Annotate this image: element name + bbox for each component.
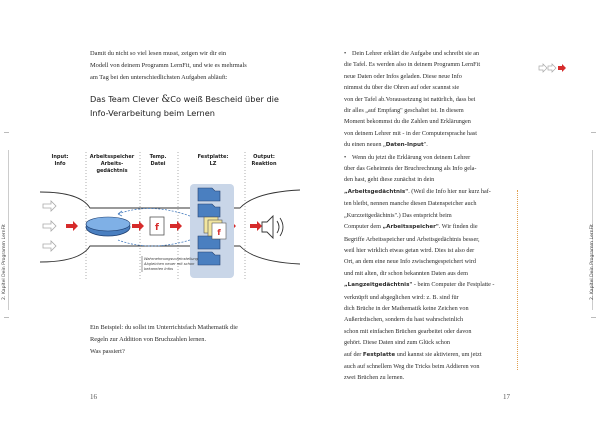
input-arrow-icon [43, 241, 56, 251]
label-temp-sub: Datei [150, 161, 166, 167]
disk-top [86, 217, 130, 231]
page-number-right: 17 [503, 393, 510, 401]
page-number-left: 16 [90, 393, 97, 401]
outline-arrow-icon [548, 64, 556, 72]
term-festplatte: Festplatte [362, 351, 396, 358]
example-line: Ein Beispiel: du sollst im Unterrichtsfach Mathematik die [90, 324, 238, 331]
red-arrow-icon [132, 221, 144, 231]
funnel-top [40, 190, 300, 208]
heading-part1: Das Team Clever [90, 94, 159, 104]
input-arrow-icon [43, 221, 56, 231]
info-processing-diagram [40, 150, 300, 310]
term-arbeitsspeicher: „Arbeitsspeicher" [382, 224, 439, 231]
label-output-sub: Reaktion [251, 161, 277, 167]
margin-tick [591, 132, 596, 133]
svg-text:f: f [217, 228, 221, 237]
example-line: Regeln zur Addition von Bruchzahlen lernen. [90, 336, 207, 344]
example-line: Was passiert? [90, 348, 125, 356]
input-arrow-icon [43, 201, 56, 211]
intro-line: Modell von deinem Programm LernFit, und wie es mehrmals [90, 62, 247, 70]
note-line: Abgleichen neuer mit schon [144, 262, 195, 266]
term-arbeitsgedaechtnis: „Arbeitsgedächtnis" [344, 188, 409, 195]
red-arrow-icon [170, 221, 182, 231]
speaker-icon [262, 216, 283, 238]
intro-paragraph [90, 48, 290, 85]
label-temp: Temp. [149, 154, 167, 160]
label-arbeitsgedaechtnis: Arbeits- [100, 161, 124, 167]
red-arrow-icon [250, 221, 262, 231]
intro-line: am Tag bei den unterschiedlichsten Aufgaben abläuft: [90, 74, 228, 82]
margin-tick [591, 317, 596, 318]
heading-part2: Co weiß Bescheid über die [170, 94, 279, 104]
margin-tick [4, 317, 9, 318]
red-arrow-icon [558, 64, 566, 72]
bullet: • [344, 50, 347, 57]
example-paragraph [90, 322, 290, 359]
side-tab-right: 2. Kapitel Dein Programm LernFit [590, 224, 595, 300]
paragraph-2: • Wenn du jetzt die Erklärung von deinem Lehrer über das Geheimnis der Bruchrechnung als Info gela- den hast, geht diese zunächst in dein „Arbeitsgedächtnis". (Weil die Info hier nur kurz haf- ten bleibt, nennen manche diesen Datenspeicher auch „Kurzzeitgedächtnis".) Das entspricht beim Computer dem „Arbeitsspeicher". Wir finden die Begriffe Arbeitsspeicher und Arbeitsgedächtnis besser, weil hier wirklich etwas getan wird. Dies ist also der Ort, an dem eine neue Info zwischengespeichert wird und mit alten, dir schon bekannten Daten aus dem „Langzeitgedächtnis" - beim Computer die Festplatte - verknüpft und abgeglichen wird: z. B. sind für dich Brüche in der Mathematik keine Zeichen von Außerirdischen, sondern du hast wahrscheinlich schon mit einfachen Brüchen gearbeitet oder davon gehört. Diese Daten sind zum Glück schon auf der Festplatte und kannst sie aktivieren, um jetzt auch auf schnellem Weg die Tricks beim Addieren von zwei Brüchen zu lernen. [344, 153, 495, 382]
right-column-text [344, 48, 521, 384]
side-tab-left: 2. Kapitel Dein Programm LernFit [2, 224, 7, 300]
return-arrow-bottom [118, 240, 190, 246]
red-arrow-icon [66, 221, 78, 231]
heading-line2: Info-Verarbeitung beim Lernen [90, 107, 215, 118]
label-arbeitsgedaechtnis2: gedächtnis [96, 168, 128, 174]
heading-ampersand: & [161, 94, 171, 105]
term-langzeitgedaechtnis: „Langzeitgedächtnis" [344, 282, 413, 289]
paragraph-1: • Dein Lehrer erklärt die Aufgabe und schreibt sie an die Tafel. Es werden also in deinem Programm LernFit neue Daten oder Infos geladen. Diese neue Info nimmst du über die Ohren auf oder scannst sie von der Tafel ab.Voraussetzung ist natürlich, dass bei dir alles „auf Empfang" geschaltet ist. In diesem Moment bekommst du die Zahlen und Erklärungen von deinem Lehrer mit - in der Computersprache hast du einen neuen „Daten-Input". [344, 50, 481, 149]
intro-line: Damit du nicht so viel lesen musst, zeigen wir dir ein [90, 50, 227, 57]
term-daten-input: Daten-Input [385, 142, 424, 149]
return-arrow-top [118, 208, 190, 216]
bullet: • [344, 153, 347, 161]
label-festplatte-sub: LZ [209, 161, 217, 167]
note-line: Wahrnehmungsvoreinstellung [144, 257, 198, 261]
label-arbeitsspeicher: Arbeitsspeicher [89, 154, 135, 160]
label-festplatte: Festplatte: [197, 154, 229, 160]
margin-tick [4, 132, 9, 133]
label-input: Input: [51, 154, 69, 160]
section-heading [90, 93, 290, 119]
outline-arrow-icon [539, 64, 547, 72]
note-line: bekannten Infos [144, 267, 174, 271]
temp-file-glyph: f [155, 223, 159, 233]
side-rule-left [8, 150, 9, 310]
label-input-sub: Info [54, 161, 66, 167]
dotted-margin-line [517, 190, 519, 370]
margin-arrows [538, 62, 568, 74]
label-output: Output: [253, 154, 275, 160]
